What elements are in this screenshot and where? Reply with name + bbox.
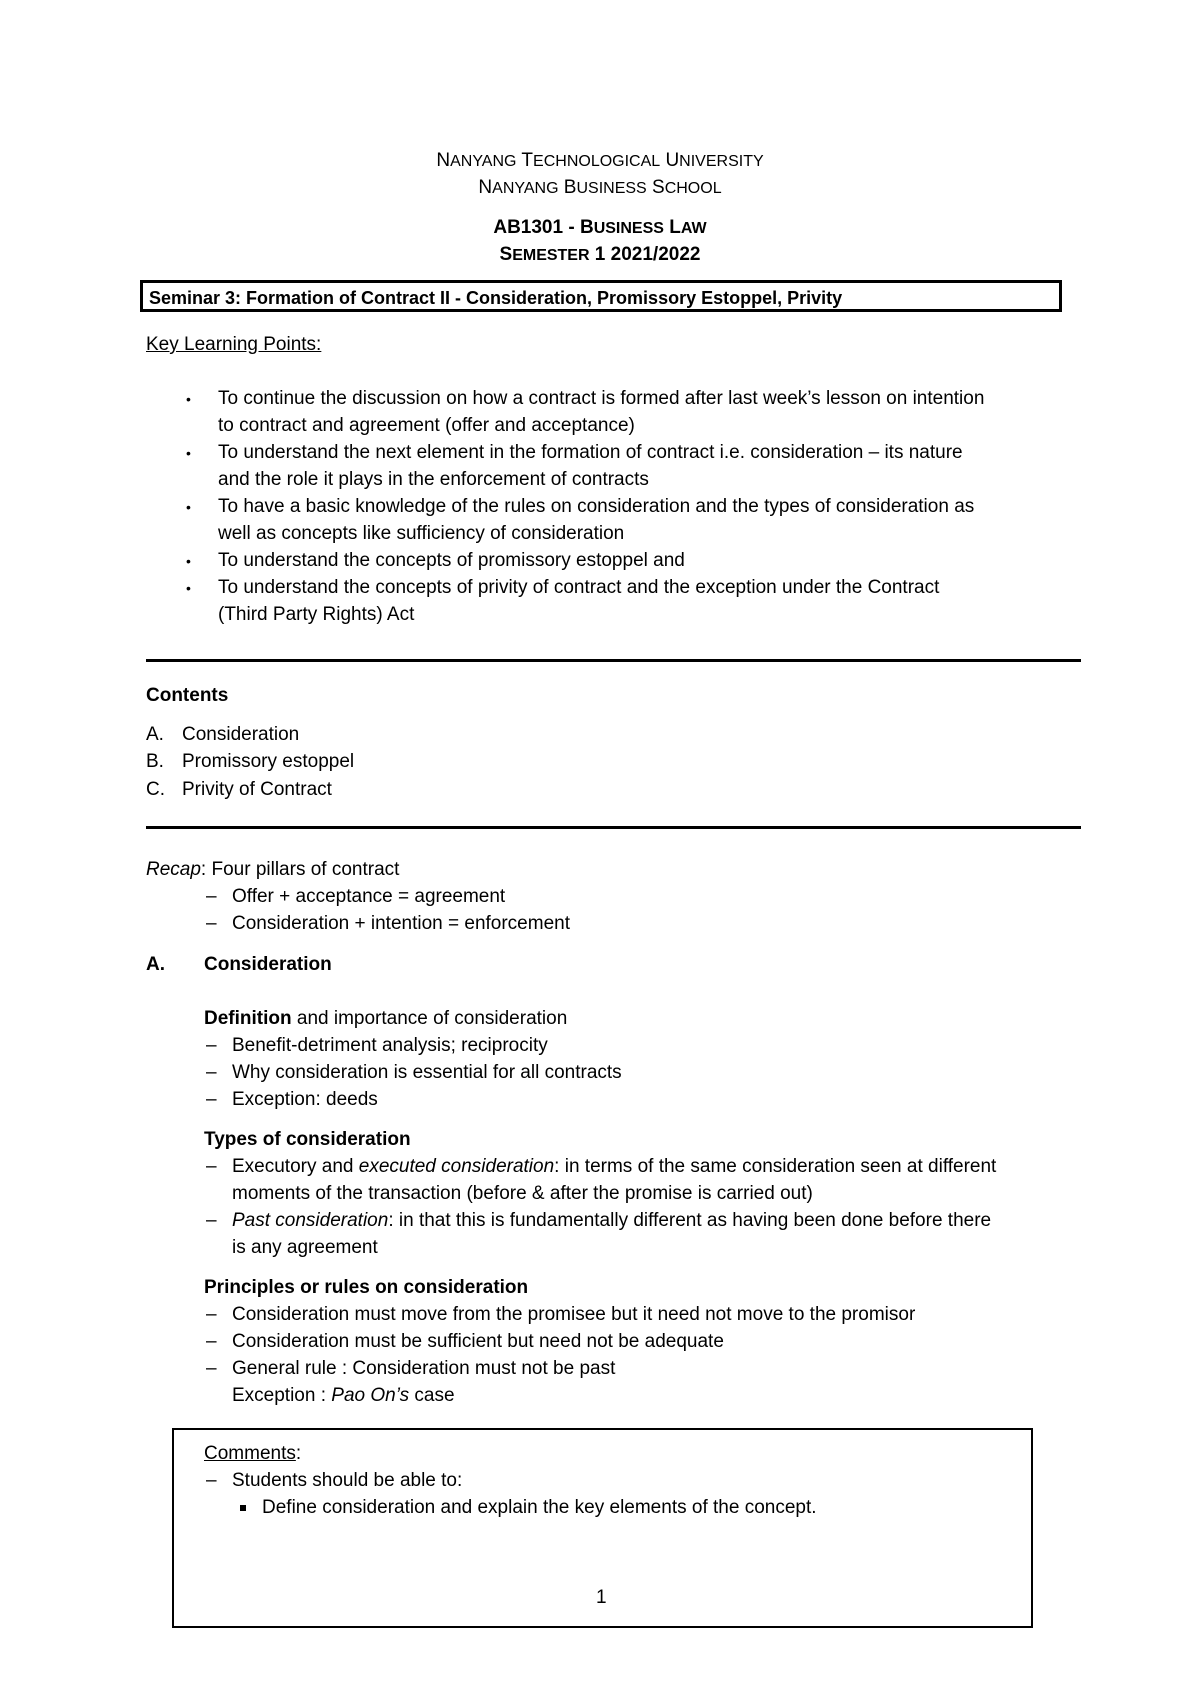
def-dash-2: – [206,1062,217,1083]
definition-heading: Definition and importance of consideration [204,1008,568,1029]
principles-dash-3: – [206,1358,217,1379]
def-dash-3: – [206,1089,217,1110]
principles-item-1: Consideration must move from the promisee but it need not move to the promisor [232,1304,916,1325]
school-name: NANYANG BUSINESS SCHOOL [478,177,722,198]
contents-letter-b: B. [146,751,164,772]
comments-line-2: Define consideration and explain the key elements of the concept. [262,1497,817,1518]
key-point-2-cont: and the role it plays in the enforcement of contracts [218,469,649,490]
recap-dash-2: – [206,913,217,934]
divider-1 [146,659,1081,662]
section-a-title: Consideration [204,954,332,975]
principles-dash-2: – [206,1331,217,1352]
key-point-1: To continue the discussion on how a contract is formed after last week’s lesson on intention [218,388,985,409]
key-point-3-cont: well as concepts like sufficiency of consideration [218,523,625,544]
key-point-2: To understand the next element in the formation of contract i.e. consideration – its nature [218,442,963,463]
def-item-1: Benefit-detriment analysis; reciprocity [232,1035,548,1056]
key-point-4: To understand the concepts of promissory estoppel and [218,550,685,571]
key-points-heading: Key Learning Points: [146,334,322,355]
principles-exception: Exception : Pao On’s case [232,1385,455,1406]
recap-item-1: Offer + acceptance = agreement [232,886,506,907]
seminar-title-box [140,280,1062,312]
divider-2 [146,826,1081,829]
types-item-2: Past consideration: in that this is fundamentally different as having been done before there [232,1210,992,1231]
bullet-4: • [186,553,191,569]
seminar-title: Seminar 3: Formation of Contract II - Consideration, Promissory Estoppel, Privity [149,288,843,308]
comments-dash: – [206,1470,217,1491]
recap-dash-1: – [206,886,217,907]
contents-item-b: Promissory estoppel [182,751,355,772]
principles-item-2: Consideration must be sufficient but need not be adequate [232,1331,724,1352]
key-point-1-cont: to contract and agreement (offer and acceptance) [218,415,635,436]
comments-line-1: Students should be able to: [232,1470,463,1491]
principles-item-3: General rule : Consideration must not be past [232,1358,616,1379]
bullet-2: • [186,445,191,461]
square-bullet [240,1505,246,1511]
section-a-letter: A. [146,954,165,975]
university-name: NANYANG TECHNOLOGICAL UNIVERSITY [436,150,764,171]
types-item-1-cont: moments of the transaction (before & after the promise is carried out) [232,1183,813,1204]
principles-heading: Principles or rules on consideration [204,1277,529,1298]
page-number: 1 [596,1587,607,1608]
contents-item-a: Consideration [182,724,300,745]
types-heading: Types of consideration [204,1129,411,1150]
types-dash-2: – [206,1210,217,1231]
key-point-5-cont: (Third Party Rights) Act [218,604,415,625]
bullet-5: • [186,580,191,596]
key-point-3: To have a basic knowledge of the rules on consideration and the types of consideration as [218,496,975,517]
def-item-2: Why consideration is essential for all contracts [232,1062,622,1083]
contents-letter-a: A. [146,724,164,745]
def-item-3: Exception: deeds [232,1089,378,1110]
contents-item-c: Privity of Contract [182,779,332,800]
recap-item-2: Consideration + intention = enforcement [232,913,570,934]
course-title: AB1301 - BUSINESS LAW [493,217,707,238]
principles-dash-1: – [206,1304,217,1325]
types-item-2-cont: is any agreement [232,1237,378,1258]
contents-heading: Contents [146,685,229,706]
recap-line: Recap: Four pillars of contract [146,859,400,880]
bullet-3: • [186,499,191,515]
comments-heading: Comments: [204,1443,302,1464]
types-dash-1: – [206,1156,217,1177]
types-item-1: Executory and executed consideration: in terms of the same consideration seen at different [232,1156,997,1177]
key-point-5: To understand the concepts of privity of contract and the exception under the Contract [218,577,940,598]
semester: SEMESTER 1 2021/2022 [499,244,701,265]
contents-letter-c: C. [146,779,165,800]
bullet-1: • [186,391,191,407]
def-dash-1: – [206,1035,217,1056]
